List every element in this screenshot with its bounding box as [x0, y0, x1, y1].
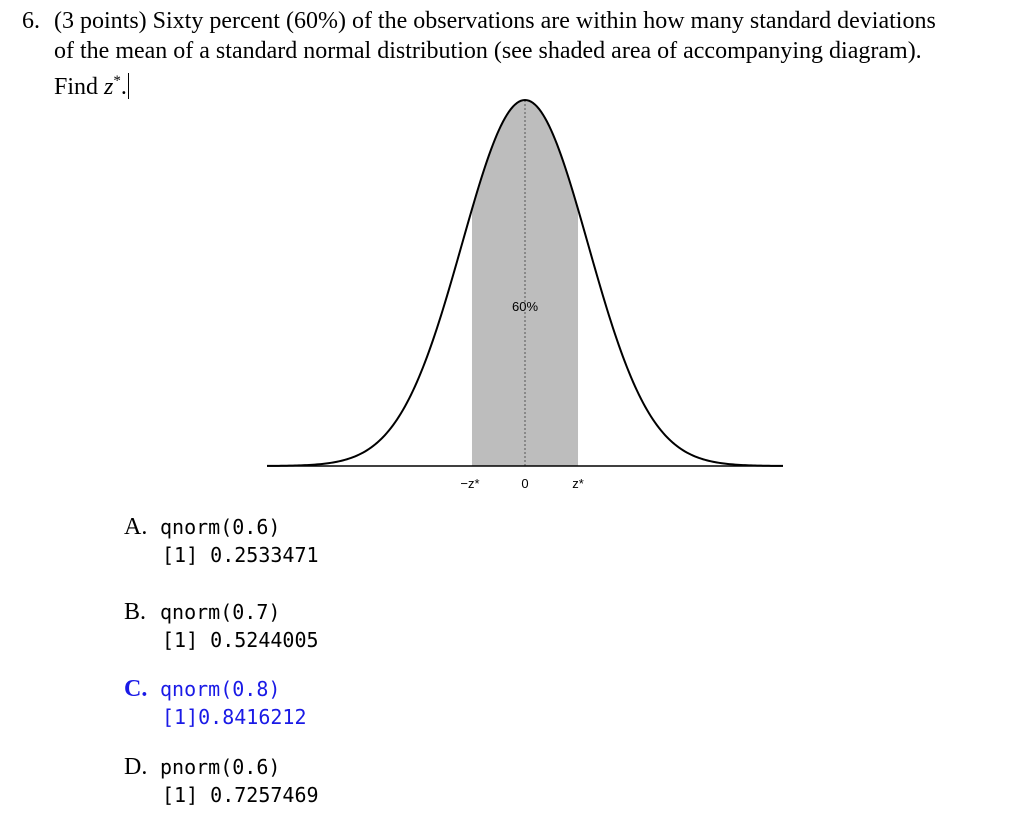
choice-a — [124, 512, 444, 568]
choice-a-output: [1] 0.2533471 — [162, 543, 319, 567]
question-line-2: of the mean of a standard normal distribution (see shaded area of accompanying diagram). — [54, 38, 922, 64]
choice-d-code: pnorm(0.6) — [160, 755, 281, 779]
z-variable: z — [104, 74, 114, 100]
choice-b — [124, 597, 444, 653]
period: . — [120, 74, 127, 100]
shaded-area-60-percent — [472, 100, 578, 466]
question-stem-line-1: (3 points) Sixty percent (60%) of the observations are within how many standard deviations — [54, 8, 936, 34]
choice-d-output: [1] 0.7257469 — [162, 783, 319, 807]
choice-c — [124, 674, 444, 730]
shaded-percent-label: 60% — [511, 299, 539, 314]
choice-c-letter: C. — [124, 676, 148, 702]
choice-a-code: qnorm(0.6) — [160, 515, 281, 539]
find-label: Find — [54, 74, 105, 100]
tick-label-zero: 0 — [521, 476, 529, 491]
choice-b-letter: B. — [124, 599, 147, 625]
choice-d-letter: D. — [124, 754, 148, 780]
choice-c-code: qnorm(0.8) — [160, 677, 281, 701]
choice-b-output: [1] 0.5244005 — [162, 628, 319, 652]
choice-a-letter: A. — [124, 514, 148, 540]
choice-d — [124, 752, 444, 808]
normal-curve-svg — [260, 92, 790, 497]
question-number: 6. — [22, 8, 40, 34]
choice-c-output: [1]0.8416212 — [162, 705, 307, 729]
text-cursor — [128, 73, 130, 99]
tick-label-zstar: z* — [572, 476, 584, 491]
z-star: * — [113, 73, 121, 89]
question-text — [22, 6, 1012, 102]
normal-distribution-diagram — [260, 92, 790, 497]
question-line-1 — [22, 6, 1012, 36]
choice-b-code: qnorm(0.7) — [160, 600, 281, 624]
tick-label-neg-zstar: −z* — [460, 476, 480, 491]
